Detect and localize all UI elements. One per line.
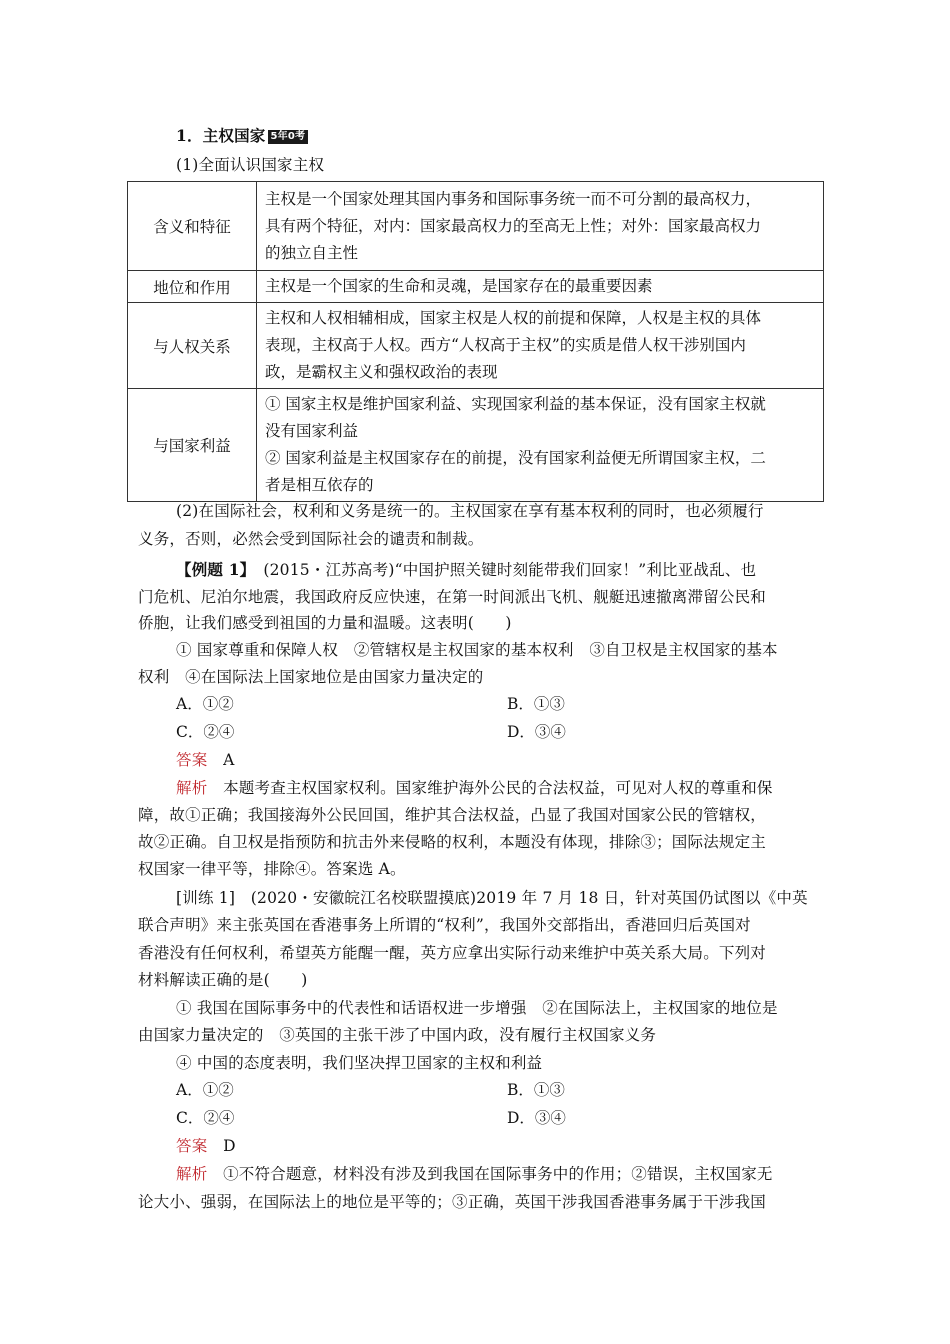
option-d: D．③④: [507, 1109, 566, 1127]
answer-value: D: [223, 1137, 236, 1155]
table-row: [128, 303, 824, 389]
option-d: D．③④: [507, 723, 566, 741]
training-text: (2020・安徽皖江名校联盟摸底)2019 年 7 月 18 日，针对英国仍试图以《中英: [250, 889, 808, 907]
table-line: ② 国家利益是主权国家存在的前提，没有国家利益便无所谓国家主权，二: [265, 449, 766, 467]
option-a: A．①②: [176, 695, 234, 713]
paragraph-line: 义务，否则，必然会受到国际社会的谴责和制裁。: [138, 530, 484, 548]
training-line: 香港没有任何权利，希望英方能醒一醒，英方应拿出实际行动来维护中英关系大局。下列对: [138, 944, 767, 962]
table-row: [128, 182, 824, 271]
table-key: 含义和特征: [128, 182, 257, 271]
table-row: [128, 271, 824, 303]
frequency-badge: 5年0考: [268, 130, 309, 144]
training-line: [176, 888, 808, 908]
table-value: [257, 303, 824, 389]
table-line: 主权是一个国家的生命和灵魂，是国家存在的最重要因素: [265, 277, 653, 295]
table-line: ① 国家主权是维护国家利益、实现国家利益的基本保证，没有国家主权就: [265, 395, 766, 413]
option-b: B．①③: [507, 1081, 565, 1099]
answer-label: 答案: [176, 1137, 208, 1155]
analysis-label: 解析: [176, 1165, 208, 1183]
table-line: 具有两个特征，对内：国家最高权力的至高无上性；对外：国家最高权力: [265, 216, 762, 235]
analysis-line: 故②正确。自卫权是指预防和抗击外来侵略的权利，本题没有体现，排除③；国际法规定主: [138, 833, 767, 851]
analysis-line: 论大小、强弱，在国际法上的地位是平等的；③正确，英国干涉我国香港事务属于干涉我国: [138, 1193, 767, 1211]
training-line: 联合声明》来主张英国在香港事务上所谓的“权利”，我国外交部指出，香港回归后英国对: [138, 916, 751, 934]
table-value: [257, 182, 824, 271]
analysis-text: 本题考查主权国家权利。国家维护海外公民的合法权益，可见对人权的尊重和保: [223, 779, 773, 797]
analysis-text: ①不符合题意，材料没有涉及到我国在国际事务中的作用；②错误，主权国家无: [223, 1165, 773, 1183]
statement-line: ④ 中国的态度表明，我们坚决捍卫国家的主权和利益: [176, 1054, 543, 1072]
table-value: [257, 389, 824, 502]
section-title: 1．主权国家: [176, 126, 266, 145]
analysis-line: [176, 1164, 773, 1184]
example-label: 【例题 1】: [176, 560, 248, 579]
table-key: 与国家利益: [128, 389, 257, 502]
answer-label: 答案: [176, 751, 208, 769]
table-line: 主权和人权相辅相成，国家主权是人权的前提和保障，人权是主权的具体: [265, 309, 762, 327]
training-line: 材料解读正确的是( ): [138, 971, 308, 989]
subsection-title: (1)全面认识国家主权: [176, 156, 325, 174]
example-line: 侨胞，让我们感受到祖国的力量和温暖。这表明( ): [138, 614, 512, 632]
analysis-line: 障，故①正确；我国接海外公民回国，维护其合法权益，凸显了我国对国家公民的管辖权，: [138, 806, 767, 824]
example-line: 门危机、尼泊尔地震，我国政府反应快速，在第一时间派出飞机、舰艇迅速撤离滞留公民和: [138, 588, 767, 606]
statement-line: ① 国家尊重和保障人权 ②管辖权是主权国家的基本权利 ③自卫权是主权国家的基本: [176, 641, 778, 659]
table-key: 与人权关系: [128, 303, 257, 389]
option-c: C．②④: [176, 723, 235, 741]
answer-value: A: [223, 751, 235, 769]
table-line: 政，是霸权主义和强权政治的表现: [265, 363, 498, 381]
paragraph-line: (2)在国际社会，权利和义务是统一的。主权国家在享有基本权利的同时，也必须履行: [176, 502, 764, 520]
table-line: 的独立自主性: [265, 243, 359, 262]
table-row: [128, 389, 824, 502]
analysis-line: 权国家一律平等，排除④。答案选 A。: [138, 860, 406, 878]
table-line: 者是相互依存的: [265, 476, 374, 494]
statement-line: 权利 ④在国际法上国家地位是由国家力量决定的: [138, 668, 484, 686]
training-label: [训练 1]: [176, 889, 236, 907]
section-heading: [176, 126, 308, 146]
answer-line: [176, 1136, 236, 1156]
statement-line: ① 我国在国际事务中的代表性和话语权进一步增强 ②在国际法上，主权国家的地位是: [176, 999, 778, 1017]
example-line: [176, 560, 756, 580]
example-text: (2015・江苏高考)“中国护照关键时刻能带我们回家！”利比亚战乱、也: [263, 561, 757, 579]
statement-line: 由国家力量决定的 ③英国的主张干涉了中国内政，没有履行主权国家义务: [138, 1026, 657, 1044]
table-line: 表现，主权高于人权。西方“人权高于主权”的实质是借人权干涉别国内: [265, 336, 746, 354]
table-line: 没有国家利益: [265, 422, 359, 440]
answer-line: [176, 750, 235, 770]
option-b: B．①③: [507, 695, 565, 713]
analysis-label: 解析: [176, 779, 208, 797]
table-value: [257, 271, 824, 303]
option-a: A．①②: [176, 1081, 234, 1099]
analysis-line: [176, 778, 773, 798]
table-line: 主权是一个国家处理其国内事务和国际事务统一而不可分割的最高权力，: [265, 189, 762, 208]
option-c: C．②④: [176, 1109, 235, 1127]
table-key: 地位和作用: [128, 271, 257, 303]
sovereignty-table: [127, 181, 824, 502]
